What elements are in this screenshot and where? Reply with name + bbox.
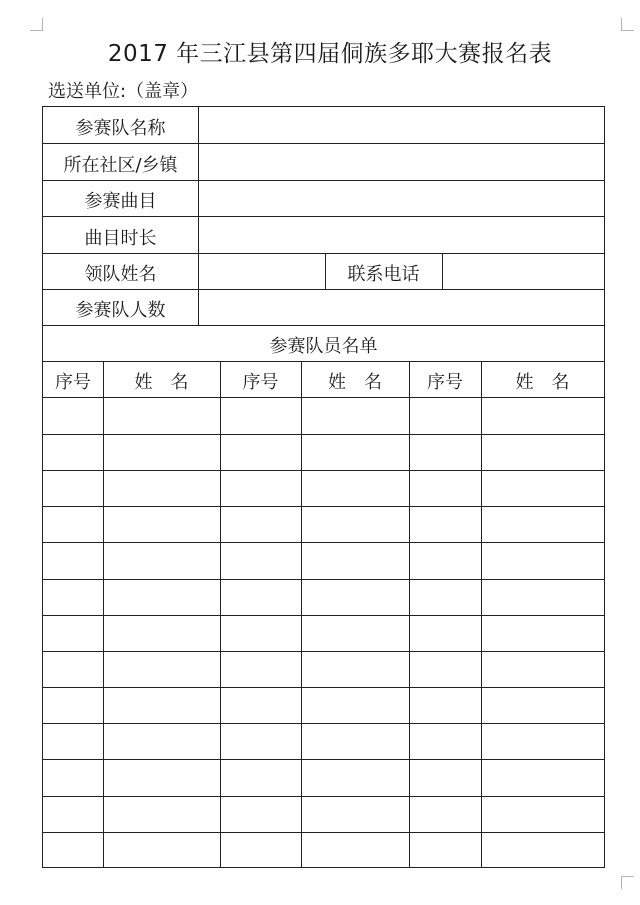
- roster-header-name: 姓名: [515, 372, 588, 393]
- roster-header-number: 序号: [55, 372, 91, 393]
- crop-mark-top-right: [621, 18, 634, 31]
- roster-title: 参赛队员名单: [269, 336, 378, 357]
- song-label: 参赛曲目: [84, 191, 157, 212]
- roster-header-name: 姓名: [134, 372, 207, 393]
- community-label: 所在社区/乡镇: [63, 155, 178, 176]
- song-field[interactable]: [199, 181, 604, 216]
- team-name-field[interactable]: [199, 108, 604, 143]
- leader-name-field[interactable]: [199, 254, 325, 289]
- document-title: 2017 年三江县第四届侗族多耶大赛报名表: [107, 41, 553, 67]
- sender-unit-label: 选送单位:（盖章）: [48, 81, 199, 102]
- roster-header-number: 序号: [242, 372, 279, 393]
- registration-form-table: [42, 106, 605, 868]
- team-name-label: 参赛队名称: [75, 118, 166, 139]
- member-count-label: 参赛队人数: [75, 300, 166, 321]
- leader-name-label: 领队姓名: [84, 264, 157, 285]
- phone-label: 联系电话: [347, 264, 420, 285]
- duration-label: 曲目时长: [84, 228, 157, 249]
- duration-field[interactable]: [199, 217, 604, 253]
- roster-header-name: 姓名: [328, 372, 400, 393]
- crop-mark-top-left: [30, 18, 43, 31]
- crop-mark-bottom-right: [621, 876, 634, 889]
- roster-header-number: 序号: [427, 372, 463, 393]
- row-divider: [43, 361, 604, 362]
- roster-entry-grid[interactable]: [43, 398, 604, 867]
- phone-field[interactable]: [443, 254, 604, 289]
- row-divider: [43, 325, 604, 326]
- member-count-field[interactable]: [199, 290, 604, 325]
- community-field[interactable]: [199, 144, 604, 180]
